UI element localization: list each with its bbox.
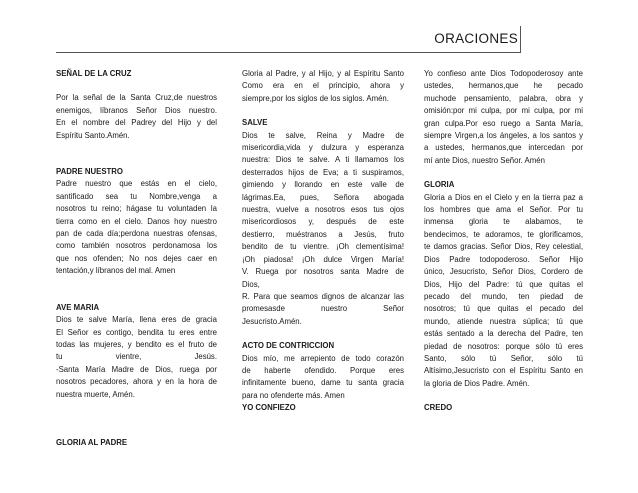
- header-rule: [56, 52, 520, 53]
- section-body-salve-line: Dios,: [242, 279, 260, 289]
- section-body-yo-confiezo-line: a ustedes, hermanos,que intercedan por: [424, 143, 583, 153]
- section-body-gloria: [424, 192, 583, 391]
- section-body-acto-de-contriccion-line: para no ofenderte más. Amen: [242, 390, 345, 400]
- section-body-senal-line: En el nombre del Padrey del Hijo y del: [56, 118, 217, 128]
- column-1: [56, 68, 217, 449]
- section-body-ave-maria-line: todas las mujeres, y bendito es el fruto de: [56, 339, 217, 349]
- section-body-yo-confiezo-line: muchode pensamiento, palabra, obra y: [424, 93, 583, 103]
- section-body-padre-nuestro-line: pan de cada día;perdona nuestras ofensas,: [56, 229, 217, 239]
- section-title-gloria-al-padre: GLORIA AL PADRE: [56, 437, 128, 447]
- section-body-yo-confiezo-line: siempre Virgen,a los ángeles, a los santos y: [424, 131, 583, 141]
- section-title-salve: SALVE: [242, 118, 268, 128]
- section-body-gloria-line: te damos gracias. Señor Dios, Rey celestial,: [424, 242, 583, 252]
- section-body-salve: [242, 130, 404, 329]
- section-body-gloria-line: Dios, Hijo del Padre: tú que quitas el: [424, 279, 583, 289]
- section-body-acto-de-contriccion-line: infinitamente bueno, dame tu santa gracia: [242, 378, 404, 388]
- section-body-gloria-line: estás sentado a la derecha del Padre, ten: [424, 329, 583, 339]
- section-body-salve-line: bendito de tu vientre. ¡Oh clementísima!: [242, 242, 404, 252]
- section-body-padre-nuestro-line: tentación,y líbranos del mal. Amen: [56, 266, 176, 276]
- section-body-salve-line: destierro, muéstranos a Jesús, fruto: [242, 229, 404, 239]
- section-body-salve-line: nuestra: Dios te salve. A ti llamamos los: [242, 155, 404, 165]
- section-body-gloria-line: inmensa gloria te alabamos, te: [424, 217, 583, 227]
- section-body-gloria-al-padre-line: siempre,por los siglos de los siglos. Amén.: [242, 93, 389, 103]
- section-body-salve-line: misericordia,vida y dulzura y esperanza: [242, 143, 404, 153]
- section-body-gloria-line: único, Jesucristo, Señor Dios, Cordero de: [424, 267, 583, 277]
- section-body-gloria-line: bendecimos, te adoramos, te glorificamos,: [424, 229, 583, 239]
- section-body-gloria-al-padre-line: Gloria al Padre, y al Hijo, y al Espíritu Santo: [242, 69, 404, 78]
- section-body-ave-maria-line: El Señor es contigo, bendita tu eres entre: [56, 327, 217, 337]
- section-body-acto-de-contriccion-line: de haberte ofendido. Porque eres: [242, 365, 404, 375]
- column-2: [242, 68, 404, 415]
- section-body-senal: [56, 92, 217, 142]
- section-body-ave-maria: [56, 314, 217, 401]
- section-body-gloria-al-padre-line: Como era en el principio, ahora y: [242, 81, 404, 91]
- section-body-yo-confiezo-line: mí ante Dios, nuestro Señor. Amén: [424, 155, 545, 165]
- section-body-gloria-line: Gloria a Dios en el Cielo y en la tierra paz a: [424, 192, 583, 202]
- section-body-gloria-line: los hombres que ama el Señor. Por tu: [424, 205, 583, 215]
- section-body-yo-confiezo-line: ustedes, hermanos,que he pecado: [424, 81, 583, 91]
- section-body-yo-confiezo: [424, 68, 583, 167]
- section-body-senal-line: enemigos, líbranos Señor Dios nuestro.: [56, 105, 217, 115]
- section-body-acto-de-contriccion: [242, 353, 404, 403]
- section-body-ave-maria-line: tu vientre, Jesús.: [56, 352, 217, 362]
- page-title: ORACIONES: [434, 31, 518, 46]
- section-body-senal-line: Espíritu Santo.Amén.: [56, 130, 130, 140]
- section-body-padre-nuestro-line: que nos ofenden; No nos dejes caer en: [56, 253, 217, 263]
- column-3: [424, 68, 583, 415]
- section-body-gloria-line: mundo, atiende nuestra súplica; tú que: [424, 316, 583, 326]
- section-body-salve-line: Dios te salve, Reina y Madre de: [242, 130, 404, 140]
- section-body-gloria-line: Altísimo,Jesucristo con el Espíritu Santo en: [424, 366, 583, 376]
- section-body-padre-nuestro-line: Padre nuestro que estás en el cielo,: [56, 179, 217, 189]
- section-body-salve-line: desterrados hijos de Eva; a ti suspiramos,: [242, 167, 404, 177]
- section-body-salve-line: gimiendo y llorando en este valle de: [242, 180, 404, 190]
- section-body-salve-line: Jesucristo.Amén.: [242, 316, 302, 326]
- section-body-padre-nuestro: [56, 178, 217, 277]
- section-body-padre-nuestro-line: nosotros tu reino; hágase tu voluntaden la: [56, 204, 217, 214]
- section-body-salve-line: R. Para que seamos dignos de alcanzar las: [242, 291, 404, 301]
- section-body-ave-maria-line: nosotros pecadores, ahora y en la hora de: [56, 377, 217, 387]
- section-body-yo-confiezo-line: Yo confieso ante Dios Todopoderosoy ante: [424, 69, 583, 78]
- section-body-gloria-line: Dios Padre todopoderoso. Señor Hijo: [424, 254, 583, 264]
- section-body-yo-confiezo-line: omisión:por mi culpa, por mi culpa, por mi: [424, 106, 583, 116]
- section-body-padre-nuestro-line: como también nosotros perdonamosa los: [56, 241, 217, 251]
- section-body-gloria-line: nosotros; tú que quitas el pecado del: [424, 304, 583, 314]
- section-body-gloria-line: pecado del mundo, ten piedad de: [424, 291, 583, 301]
- section-body-ave-maria-line: -Santa María Madre de Dios, ruega por: [56, 364, 217, 374]
- section-title-padre-nuestro: PADRE NUESTRO: [56, 167, 124, 177]
- section-body-gloria-line: la gloria de Dios Padre. Amén.: [424, 378, 530, 388]
- section-title-credo: CREDO: [424, 403, 453, 413]
- section-title-ave-maria: AVE MARIA: [56, 302, 100, 312]
- section-body-acto-de-contriccion-line: Dios mío, me arrepiento de todo corazón: [242, 353, 404, 363]
- section-body-salve-line: lágrimas.Ea, pues, Señora abogada: [242, 192, 404, 202]
- section-body-padre-nuestro-line: tierra como en el cielo. Danos hoy nuestro: [56, 216, 217, 226]
- section-body-senal-line: Por la señal de la Santa Cruz,de nuestros: [56, 93, 217, 103]
- section-title-gloria: GLORIA: [424, 180, 455, 190]
- section-body-salve-line: misericordiosos y, después de este: [242, 217, 404, 227]
- section-body-salve-line: ¡Oh piadosa! ¡Oh dulce Virgen María!: [242, 254, 404, 264]
- section-body-salve-line: nuestra, vuelve a nosotros esos tus ojos: [242, 205, 404, 215]
- section-body-padre-nuestro-line: santificado sea tu Nombre,venga a: [56, 191, 217, 201]
- section-title-senal: SEÑAL DE LA CRUZ: [56, 69, 132, 78]
- section-body-yo-confiezo-line: gran culpa.Por eso ruego a Santa María,: [424, 118, 583, 128]
- section-title-acto-de-contriccion: ACTO DE CONTRICCION: [242, 341, 335, 351]
- section-body-gloria-line: piedad de nosotros: porque sólo tú eres: [424, 341, 583, 351]
- section-body-gloria-line: Santo, sólo tú Señor, sólo tú: [424, 353, 583, 363]
- section-body-salve-line: promesasde nuestro Señor: [242, 304, 404, 314]
- section-body-ave-maria-line: Dios te salve María, llena eres de gracia: [56, 315, 217, 325]
- section-body-ave-maria-line: nuestra muerte, Amén.: [56, 389, 135, 399]
- section-title-yo-confiezo: YO CONFIEZO: [242, 403, 296, 413]
- section-body-salve-line: V. Ruega por nosotros santa Madre de: [242, 267, 404, 277]
- section-body-gloria-al-padre: [242, 68, 404, 105]
- header-vertical-divider: [520, 26, 521, 53]
